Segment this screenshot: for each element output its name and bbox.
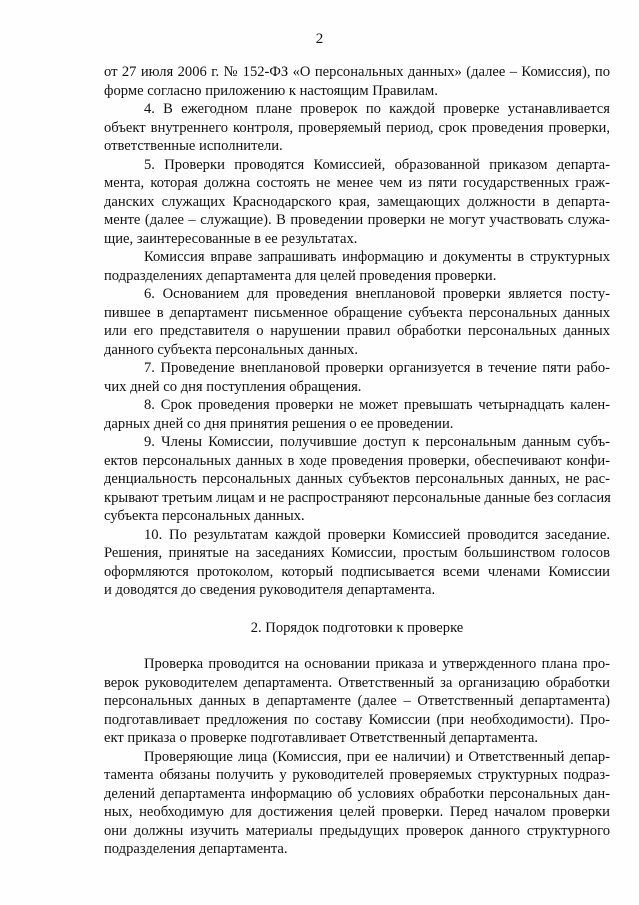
text-line: подразделениях департамента для целей проведения проверки. <box>104 267 497 284</box>
text-line: делений департамента информацию об условиях обработки персональных дан- <box>104 785 610 802</box>
text-line: субъекта персональных данных. <box>104 508 305 524</box>
text-line: Решения, принятые на заседаниях Комиссии, простым большинством голосов <box>104 545 610 561</box>
text-line: 5. Проверки проводятся Комиссией, образованной приказом департа- <box>144 156 610 173</box>
text-line: пившее в департамент письменное обращение субъекта персональных данных <box>104 304 610 321</box>
text-line: 8. Срок проведения проверки не может превышать четырнадцать кален- <box>144 397 610 413</box>
paragraph <box>104 63 610 100</box>
text-line: или его представителя о нарушении правил обработки персональных данных <box>104 323 610 339</box>
paragraph <box>104 359 610 396</box>
text-line: ответственные исполнители. <box>104 138 283 154</box>
section-heading: 2. Порядок подготовки к проверке <box>250 619 464 636</box>
paragraph <box>104 156 610 249</box>
paragraphs-top <box>104 63 610 600</box>
text-line: от 27 июля 2006 г. № 152-ФЗ «О персональных данных» (далее – Комиссия), по <box>104 64 610 80</box>
text-line: объект внутреннего контроля, проверяемый период, срок проведения проверки, <box>104 119 610 136</box>
text-line: Комиссия вправе запрашивать информацию и документы в структурных <box>144 249 610 265</box>
page-number: 2 <box>315 31 324 47</box>
text-line: мента, которая должна состоять не менее чем из пяти государственных граж- <box>104 175 610 191</box>
paragraph <box>104 748 610 859</box>
text-line: они должны изучить материалы предыдущих проверок данного структурного <box>104 822 610 839</box>
text-line: данного субъекта персональных данных. <box>104 341 358 358</box>
text-line: 9. Члены Комиссии, получившие доступ к персональным данным субъ- <box>144 434 610 450</box>
text-line: ных, необходимую для достижения целей проверки. Перед началом проверки <box>104 804 610 820</box>
paragraph <box>104 396 610 433</box>
paragraph <box>104 433 610 526</box>
text-line: щие, заинтересованные в ее результатах. <box>104 230 358 247</box>
text-line: тамента обязаны получить у руководителей проверяемых структурных подраз- <box>104 767 610 783</box>
text-line: Проверяющие лица (Комиссия, при ее наличии) и Ответственный депар- <box>144 748 610 765</box>
paragraphs-bottom <box>104 655 610 859</box>
paragraph <box>104 285 610 359</box>
paragraph <box>104 248 610 285</box>
text-line: верок руководителем департамента. Ответственный за организацию обработки <box>104 674 610 691</box>
text-line: чих дней со дня поступления обращения. <box>104 378 362 395</box>
text-line: ект приказа о проверке подготавливает Ответственный департамента. <box>104 730 538 746</box>
paragraph <box>104 526 610 600</box>
text-line: менте (далее – служащие). В проведении проверки не могут участвовать служа- <box>104 212 610 228</box>
text-line: 6. Основанием для проведения внеплановой проверки является посту- <box>144 286 610 302</box>
text-line: Проверка проводится на основании приказа и утвержденного плана про- <box>144 656 610 672</box>
text-line: ектов персональных данных в ходе проведения проверки, обеспечивают конфи- <box>104 452 610 469</box>
text-line: денциальность персональных данных субъектов персональных данных, не рас- <box>104 471 610 487</box>
text-line: подготавливает предложения по составу Комиссии (при необходимости). Про- <box>104 711 610 728</box>
text-line: и доводятся до сведения руководителя департамента. <box>104 582 436 598</box>
paragraph <box>104 655 610 748</box>
text-line: форме согласно приложению к настоящим Правилам. <box>104 82 438 99</box>
text-line: 7. Проведение внеплановой проверки организуется в течение пяти рабо- <box>144 360 610 376</box>
text-line: дарных дней со дня принятия решения о ее проведении. <box>104 415 454 432</box>
document-body <box>104 63 610 859</box>
text-line: 10. По результатам каждой проверки Комиссией проводится заседание. <box>144 526 610 543</box>
text-line: персональных данных в департаменте (далее – Ответственный департамента) <box>104 693 610 709</box>
text-line: оформляются протоколом, который подписывается всеми членами Комиссии <box>104 563 610 580</box>
text-line: данских служащих Краснодарского края, замещающих должности в департа- <box>104 193 610 210</box>
text-line: 4. В ежегодном плане проверок по каждой проверке устанавливается <box>144 101 610 117</box>
paragraph <box>104 100 610 156</box>
text-line: крывают третьим лицам и не распространяют персональные данные без согласия <box>104 489 611 506</box>
text-line: подразделения департамента. <box>104 841 288 857</box>
